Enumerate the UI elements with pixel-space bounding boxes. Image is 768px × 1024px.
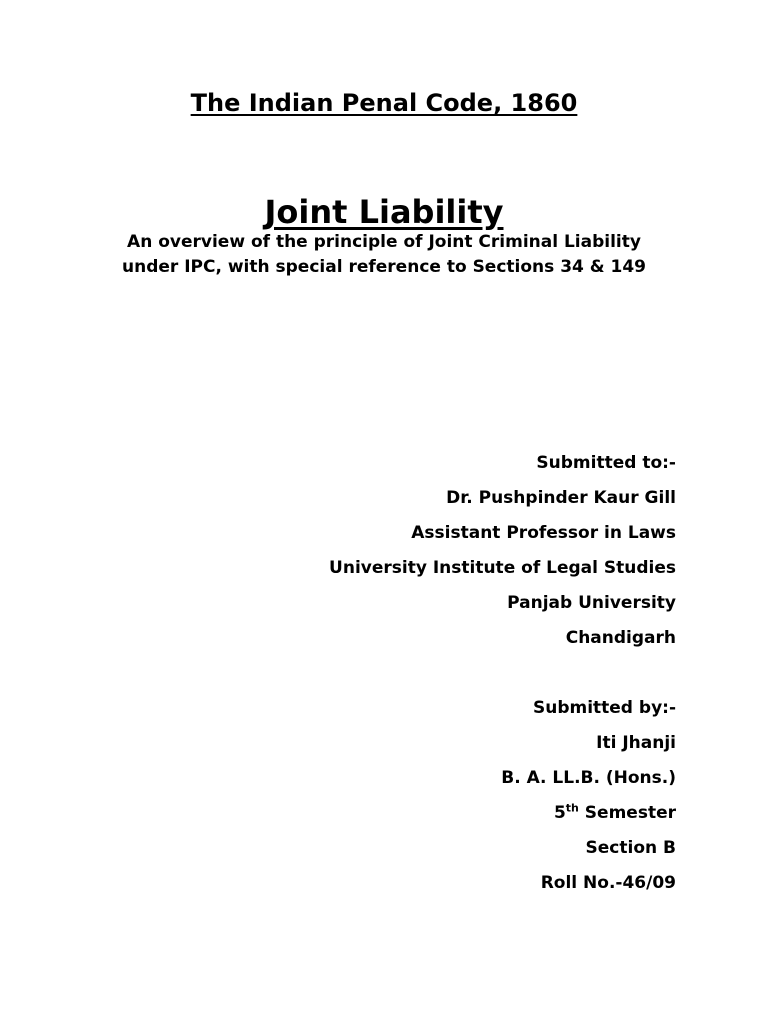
submitted-by-section: Section B <box>585 838 676 858</box>
submitted-to-designation: Assistant Professor in Laws <box>411 523 676 543</box>
submitted-by-name: Iti Jhanji <box>596 733 676 753</box>
submitted-to-city: Chandigarh <box>565 628 676 648</box>
semester-number: 5 <box>553 803 566 823</box>
semester-word: Semester <box>578 803 676 823</box>
submitted-by-block <box>76 691 676 901</box>
document-heading: Joint Liability <box>264 193 504 231</box>
document-subtitle <box>60 230 708 280</box>
submitted-to-label: Submitted to:- <box>536 453 676 473</box>
submitted-by-semester <box>76 796 676 831</box>
subtitle-line-1: An overview of the principle of Joint Criminal Liability <box>127 232 641 252</box>
document-title: The Indian Penal Code, 1860 <box>190 89 578 117</box>
submitted-to-university: Panjab University <box>507 593 676 613</box>
submitted-to-name: Dr. Pushpinder Kaur Gill <box>446 488 676 508</box>
submitted-to-block <box>76 446 676 656</box>
semester-suffix: th <box>565 801 579 815</box>
subtitle-line-2: under IPC, with special reference to Sections 34 & 149 <box>122 257 646 277</box>
submitted-by-label: Submitted by:- <box>532 698 676 718</box>
submitted-to-institute: University Institute of Legal Studies <box>329 558 676 578</box>
submitted-by-course: B. A. LL.B. (Hons.) <box>501 768 676 788</box>
submitted-by-roll-no: Roll No.-46/09 <box>540 873 676 893</box>
